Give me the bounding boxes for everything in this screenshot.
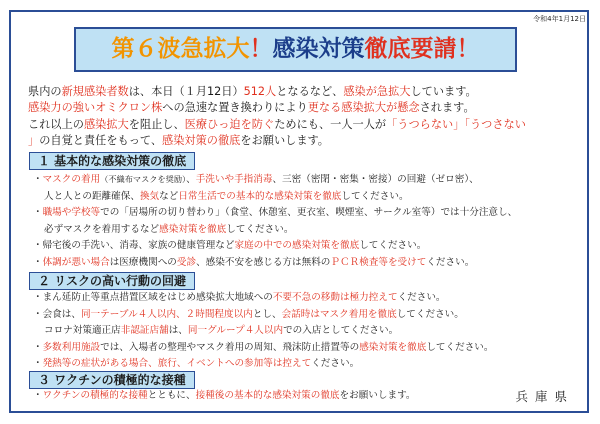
intro-line-4 [28,133,584,149]
text: これ以上の [28,117,84,131]
text-emphasis: 感染が急拡大 [343,85,411,98]
text-emphasis: 感染対策を徹底 [159,223,227,235]
title-measures: 感染対策 [272,36,365,62]
text: してください。 [396,308,464,320]
text: （不織布マスクを奨励） [100,174,187,184]
list-item [33,205,593,222]
text: ・まん延防止等重点措置区域をはじめ感染拡大地域への [33,292,273,303]
text: されます。 [419,101,475,115]
intro-paragraph [28,84,584,150]
text-emphasis: 更なる感染拡大が懸念 [307,101,420,115]
text: 必ずマスクを着用するなど [44,223,160,235]
issue-date: 令和4年1月12日 [533,15,586,23]
section-1-items [33,171,593,271]
text: してください。 [426,341,494,353]
text-emphasis: 発熱等の症状がある場合、旅行、イベントへの参加等は控えて [42,358,312,369]
text-emphasis: 家庭の中での感染対策を徹底 [234,240,360,251]
list-item [33,171,593,189]
text: をお願いします。 [240,134,329,148]
text-emphasis: 多数利用施設 [42,341,101,353]
text-emphasis: 感染力の強いオミクロン株 [28,101,163,115]
title-exclamation-2: ！ [456,36,480,62]
section-heading-avoid-risk: ２ リスクの高い行動の回避 [29,272,195,290]
bullet: ・ [33,358,43,369]
text-emphasis: 非認証店舗 [120,325,169,336]
text: ・帰宅後の手洗い、消毒、家族の健康管理など [33,240,235,251]
text-emphasis: 感染対策を徹底 [359,341,427,353]
text: 、感染不安を感じる方は無料の [196,256,331,268]
page-title [74,27,517,72]
text: コロナ対策適正店 [44,325,121,336]
text-emphasis: 感染対策の徹底 [162,134,241,148]
text: ・会食は、 [33,308,81,320]
text: を阻止し、 [128,117,185,131]
text: ください。 [311,358,360,369]
text-emphasis: 」 [28,134,40,148]
text: してください。 [359,240,427,251]
text: してください。 [226,223,294,235]
section-heading-basic-measures: １ 基本的な感染対策の徹底 [29,152,195,170]
text: での「居場所の切り替わり」（食堂、休憩室、更衣室、喫煙室、サークル室等）では十分注意し、 [100,207,518,218]
list-item-continued [33,189,593,206]
section-2-items [33,290,593,373]
list-item [33,290,593,307]
bullet: ・ [33,390,43,401]
intro-line-2 [28,100,584,116]
bullet: ・ [33,207,43,218]
text: とし、 [252,308,282,320]
list-item [33,388,593,405]
text: 県内の [28,85,62,98]
text: ためにも、一人一人が [274,117,387,131]
title-wave: 第６波急拡大 [111,36,250,62]
text-emphasis: 体調が悪い場合 [42,256,110,268]
section-3-items [33,388,593,405]
text-emphasis: 日常生活での基本的な感染対策を徹底 [178,190,342,202]
text-emphasis: ＰＣＲ検査等を受けて [330,256,427,268]
text-emphasis: マスクの着用 [42,174,101,185]
intro-line-1 [28,84,584,100]
text-emphasis: 受診 [176,256,197,268]
title-exclamation-1: ！ [249,36,273,62]
bullet: ・ [33,256,43,268]
text-emphasis: 接種後の基本的な感染対策の徹底 [195,390,340,401]
text-emphasis: 職場や学校等 [42,207,101,218]
bullet: ・ [33,174,43,185]
title-thorough: 徹底要請 [364,36,457,62]
case-count: 512人 [243,85,277,98]
text: は医療機関への [109,256,177,268]
text: しています。 [410,85,477,98]
text-emphasis: 同一テーブル４人以内、２時間程度以内 [80,308,253,320]
issuer-signature: 兵庫県 [515,389,574,404]
text: への急速な置き換わりにより [162,101,308,115]
text: の自覚と責任をもって、 [39,134,163,148]
text-emphasis: 「うつらない」「うつさない [386,117,526,131]
text-emphasis: 会話時はマスク着用を徹底 [281,308,397,320]
text-emphasis: ワクチンの積極的な接種 [42,390,148,401]
text: では、入場者の整理やマスク着用の周知、飛沫防止措置等の [100,341,360,353]
text: ください。 [397,292,446,303]
list-item-continued [33,222,593,239]
text: は、 [168,325,188,336]
text: 、 [186,174,196,185]
text-emphasis: 手洗いや手指消毒 [195,174,273,185]
text: とともに、 [147,390,196,401]
intro-line-3 [28,117,584,133]
text: をお願いします。 [339,390,416,401]
text-emphasis: 不要不急の移動は極力控えて [272,292,398,303]
text: となるなど、 [276,85,344,98]
text: 人と人との距離確保、 [44,190,140,202]
list-item [33,307,593,324]
text: ください。 [426,256,475,268]
text: 、三密（密閉・密集・密接）の回避（ゼロ密）、 [272,174,479,185]
text: は、本日（１月12日） [128,85,244,98]
text-emphasis: 同一グループ４人以内 [187,325,284,336]
text: してください。 [341,190,409,202]
list-item [33,238,593,255]
bullet: ・ [33,341,43,353]
list-item [33,340,593,357]
section-heading-vaccination: ３ ワクチンの積極的な接種 [29,371,195,389]
list-item-continued [33,323,593,340]
text: など [159,190,179,202]
text-emphasis: 医療ひっ迫を防ぐ [184,117,275,131]
text: での入店としてください。 [283,325,399,336]
text-emphasis: 換気 [139,190,160,202]
text-emphasis: 新規感染者数 [61,85,129,98]
text-emphasis: 感染拡大 [83,117,129,131]
list-item [33,255,593,272]
